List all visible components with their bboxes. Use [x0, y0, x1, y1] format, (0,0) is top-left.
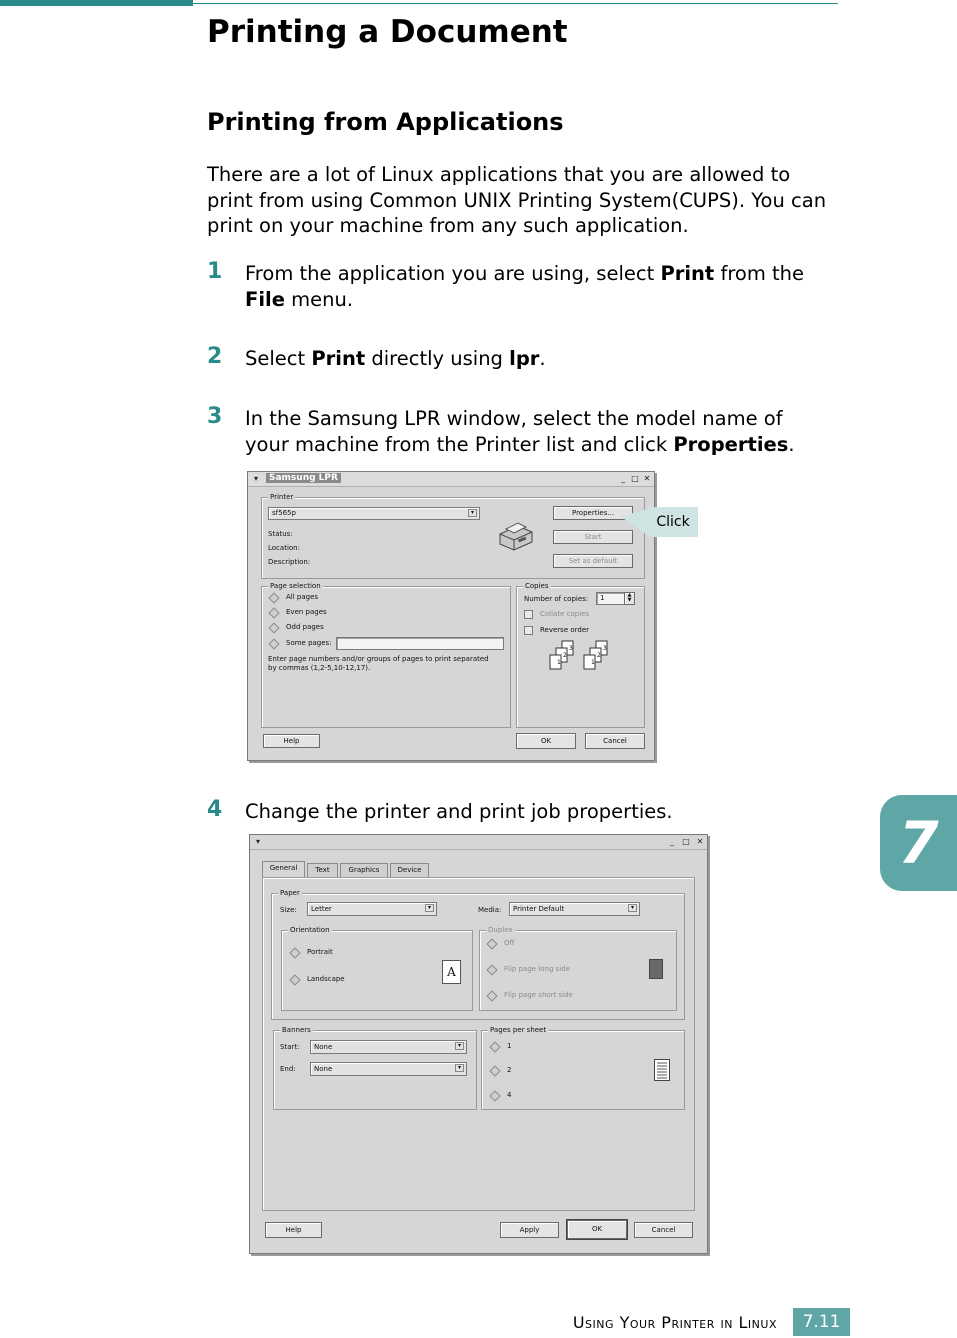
step-text — [245, 261, 835, 313]
num-copies-label: Number of copies: — [524, 595, 589, 603]
banner-start-label: Start: — [280, 1043, 300, 1051]
printer-select-value: sf565p — [272, 509, 296, 517]
step-text — [245, 346, 835, 372]
num-copies-input[interactable] — [596, 592, 625, 605]
portrait-label: Portrait — [307, 948, 333, 956]
size-select[interactable] — [307, 902, 437, 916]
media-select[interactable] — [509, 902, 640, 916]
svg-text:3: 3 — [569, 645, 573, 652]
some-pages-input[interactable] — [336, 637, 504, 650]
banner-start-select[interactable] — [310, 1040, 467, 1054]
banner-start-value: None — [314, 1043, 333, 1051]
window-menu-icon[interactable]: ▾ — [255, 837, 260, 846]
step-number: 2 — [207, 344, 223, 369]
step-bold: Properties — [673, 433, 789, 456]
svg-text:1: 1 — [557, 659, 561, 666]
group-label: Pages per sheet — [490, 1026, 547, 1034]
svg-text:3: 3 — [603, 645, 607, 652]
close-icon[interactable]: ✕ — [643, 474, 651, 483]
step-text-part: In the Samsung LPR window, select the model name of your machine from the Printer list and click — [245, 407, 783, 456]
chevron-down-icon: ▾ — [455, 1064, 464, 1072]
size-select-value: Letter — [311, 905, 332, 913]
location-label: Location: — [268, 544, 300, 552]
page-number-box — [793, 1308, 850, 1336]
pages-per-sheet-preview-icon — [654, 1059, 670, 1081]
step-number: 4 — [207, 797, 223, 822]
group-label: Page selection — [270, 582, 321, 590]
orientation-preview-icon: A — [442, 960, 461, 984]
start-button[interactable]: Start — [553, 530, 633, 544]
minimize-icon[interactable]: _ — [621, 474, 625, 483]
some-pages-label: Some pages: — [286, 639, 332, 647]
running-title — [480, 1313, 777, 1332]
step-bold: Print — [660, 262, 715, 285]
group-label: Duplex — [488, 926, 513, 934]
step-number: 3 — [207, 404, 223, 429]
collate-preview-icon — [548, 640, 616, 674]
duplex-preview-icon — [649, 959, 663, 979]
collate-checkbox[interactable] — [524, 610, 533, 619]
step-text-part: from the — [714, 262, 805, 285]
printer-select[interactable] — [268, 507, 480, 520]
reverse-order-label: Reverse order — [540, 626, 590, 634]
odd-pages-label: Odd pages — [286, 623, 324, 631]
banner-end-label: End: — [280, 1065, 296, 1073]
cancel-button[interactable]: Cancel — [585, 733, 645, 749]
chevron-down-icon: ▾ — [468, 509, 477, 517]
ok-button[interactable]: OK — [516, 733, 576, 749]
even-pages-label: Even pages — [286, 608, 327, 616]
step-bold: File — [245, 288, 285, 311]
chapter-tab — [880, 795, 957, 891]
click-callout: Click — [648, 507, 698, 537]
pps-4-label: 4 — [507, 1091, 512, 1099]
copies-spin-icon[interactable]: ▲ ▼ — [624, 592, 635, 605]
section-title: Printing from Applications — [207, 108, 564, 136]
flip-long-label: Flip page long side — [504, 965, 570, 973]
collate-label: Collate copies — [540, 610, 590, 618]
window-title: Samsung LPR — [266, 473, 341, 483]
printer-icon — [496, 520, 536, 554]
window-titlebar — [248, 472, 654, 487]
step-text-part: Select — [245, 347, 312, 370]
num-copies-value: 1 — [600, 594, 605, 602]
window-menu-icon[interactable]: ▾ — [253, 474, 258, 483]
tab-device[interactable]: Device — [390, 863, 429, 877]
svg-text:2: 2 — [563, 652, 567, 659]
pps-1-label: 1 — [507, 1042, 512, 1050]
description-label: Description: — [268, 558, 311, 566]
step-text-part: menu. — [284, 288, 354, 311]
all-pages-label: All pages — [286, 593, 319, 601]
flip-short-label: Flip page short side — [504, 991, 573, 999]
reverse-order-checkbox[interactable] — [524, 626, 533, 635]
tab-graphics[interactable]: Graphics — [340, 863, 388, 877]
page-title: Printing a Document — [207, 14, 568, 50]
chapter-number: 7 — [898, 809, 939, 877]
status-label: Status: — [268, 530, 293, 538]
step-text — [245, 406, 825, 458]
tab-general[interactable]: General — [262, 861, 305, 877]
group-label: Banners — [282, 1026, 311, 1034]
step-text-part: . — [788, 433, 795, 456]
duplex-off-label: Off — [504, 939, 515, 947]
pps-2-label: 2 — [507, 1066, 512, 1074]
window-titlebar — [250, 835, 707, 850]
group-label: Orientation — [290, 926, 330, 934]
step-bold: lpr — [509, 347, 540, 370]
cancel-button[interactable]: Cancel — [634, 1222, 693, 1238]
step-text: Change the printer and print job properties. — [245, 800, 673, 823]
banner-end-value: None — [314, 1065, 333, 1073]
minimize-icon[interactable]: _ — [670, 837, 674, 846]
svg-text:1: 1 — [591, 659, 595, 666]
group-label: Paper — [280, 889, 300, 897]
step-text-part: . — [539, 347, 546, 370]
header-rule — [193, 3, 838, 4]
chevron-down-icon: ▾ — [455, 1042, 464, 1050]
help-button[interactable]: Help — [263, 734, 320, 748]
media-label: Media: — [478, 906, 502, 914]
step-text-part: directly using — [365, 347, 510, 370]
ok-button[interactable]: OK — [567, 1220, 627, 1239]
size-label: Size: — [280, 906, 297, 914]
group-label: Copies — [525, 582, 549, 590]
chevron-down-icon: ▾ — [628, 904, 637, 912]
printer-properties-window — [249, 834, 708, 1254]
media-select-value: Printer Default — [513, 905, 565, 913]
tab-bar — [262, 863, 462, 877]
apply-button[interactable]: Apply — [500, 1222, 559, 1238]
samsung-lpr-window — [247, 471, 655, 761]
banner-end-select[interactable] — [310, 1062, 467, 1076]
close-icon[interactable]: ✕ — [696, 837, 704, 846]
step-bold: Print — [311, 347, 366, 370]
intro-paragraph: There are a lot of Linux applications that you are allowed to print from using Common UNIX Printing System(CUPS). You can print on your machine from any such application. — [207, 163, 827, 237]
page-hint-line2: by commas (1,2-5,10-12,17). — [268, 664, 371, 672]
maximize-icon[interactable]: □ — [682, 837, 690, 846]
tab-text[interactable]: Text — [307, 863, 338, 877]
properties-button[interactable]: Properties... — [553, 506, 633, 520]
step-number: 1 — [207, 259, 223, 284]
group-label: Printer — [270, 493, 294, 501]
svg-text:2: 2 — [597, 652, 601, 659]
help-button[interactable]: Help — [265, 1222, 322, 1238]
page-number: 7.11 — [802, 1312, 841, 1332]
page-hint-line1: Enter page numbers and/or groups of pages to print separated — [268, 655, 489, 663]
set-default-button[interactable]: Set as default — [553, 554, 633, 568]
maximize-icon[interactable]: □ — [631, 474, 639, 483]
header-accent-bar — [0, 0, 193, 6]
landscape-label: Landscape — [307, 975, 345, 983]
step-text-part: From the application you are using, select — [245, 262, 661, 285]
chevron-down-icon: ▾ — [425, 904, 434, 912]
running-title-text: Using Your Printer in Linux — [572, 1313, 777, 1332]
